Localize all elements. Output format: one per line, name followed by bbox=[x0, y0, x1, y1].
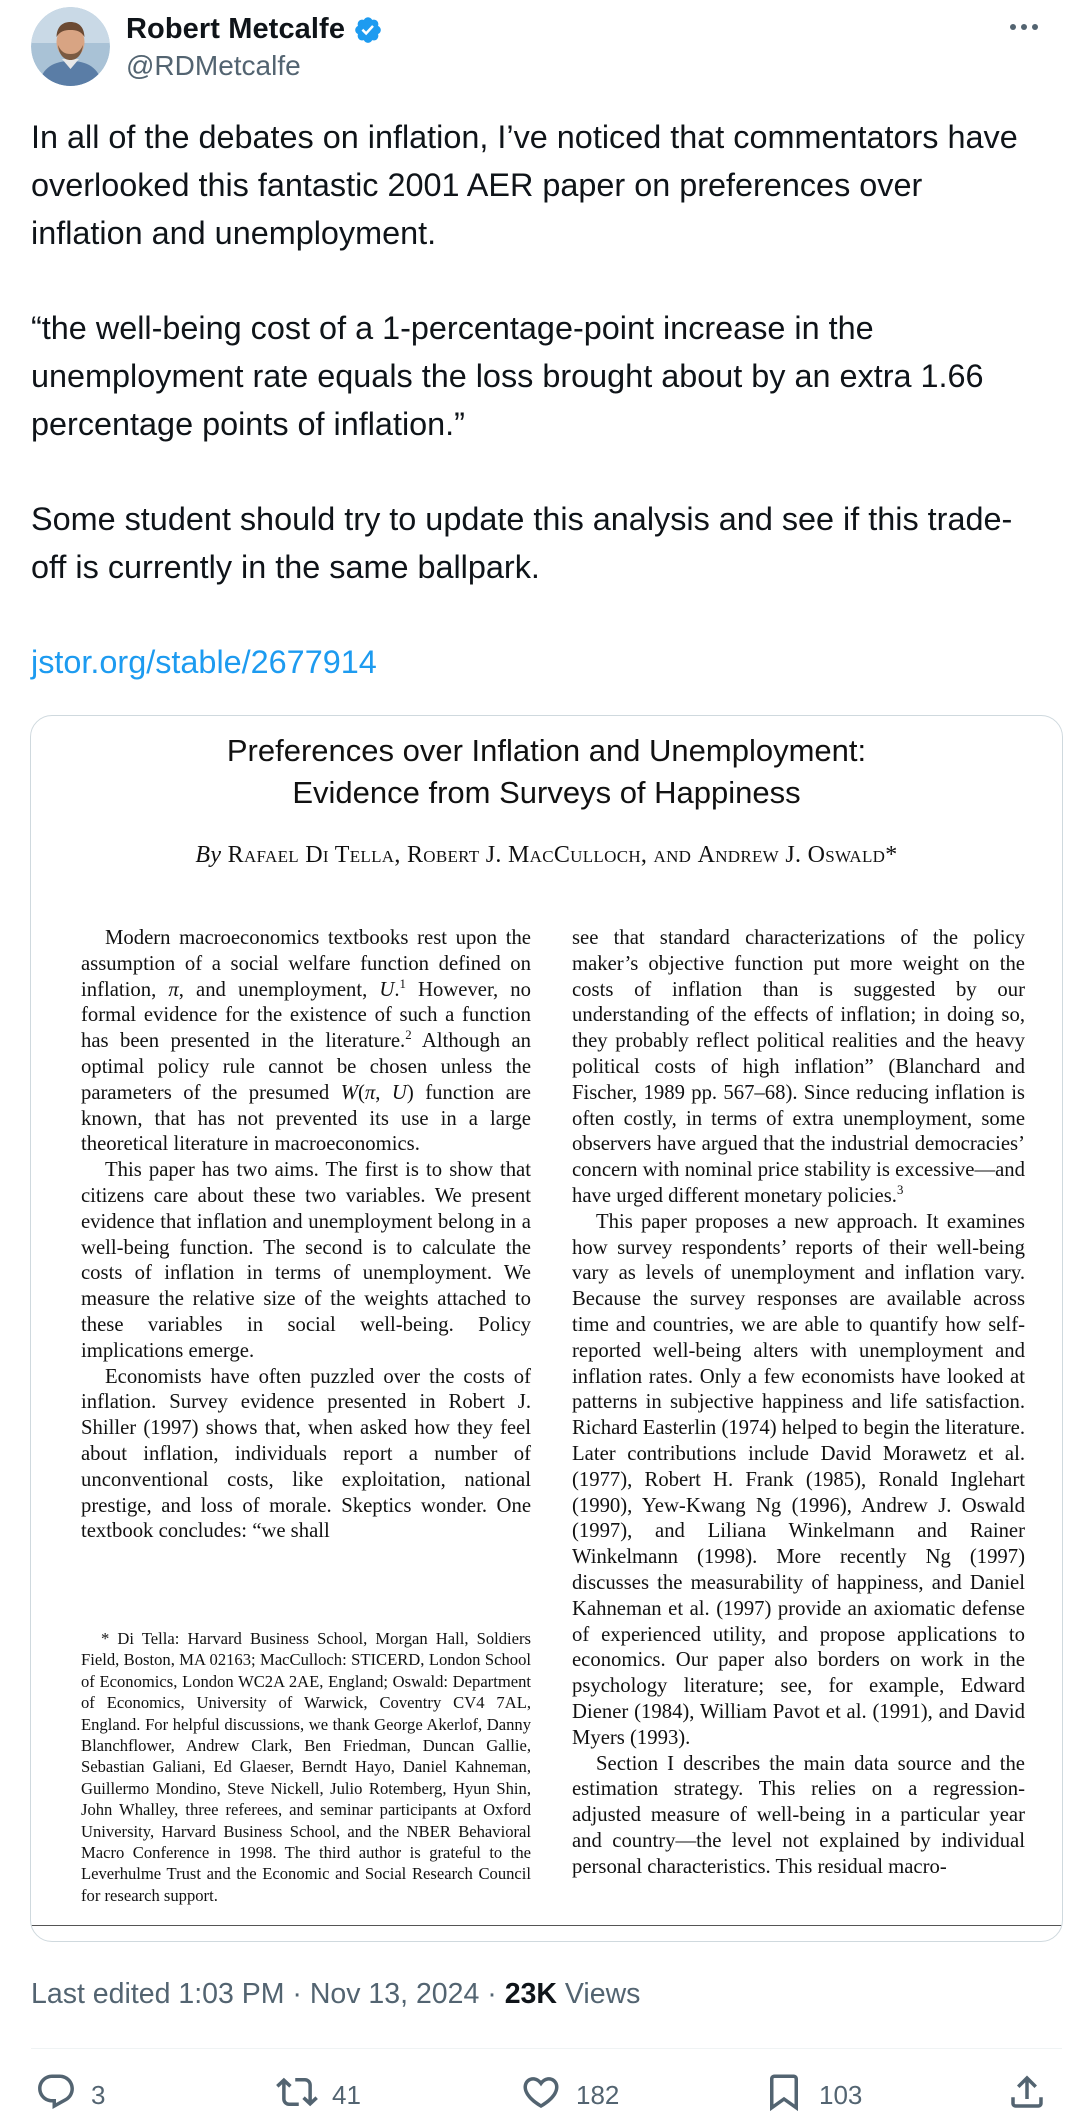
tweet-link[interactable]: jstor.org/stable/2677914 bbox=[31, 644, 377, 680]
divider bbox=[31, 2048, 1062, 2049]
paper-author: Rafael Di Tella, bbox=[227, 842, 401, 868]
paper-column-left: Modern macroeconomics textbooks rest upon the assumption of a social welfare function defined on inflation, π, and unemployment, U.$^1$ However, no formal evidence for the existence of such a function has been presented in the literature.$^2$ Although an optimal policy rule cannot be chosen unless the parameters of the presumed W(π, U) function are known, that has not prevented its use in a large theoretical literature in macroeconomics. This paper has two aims. The first is to show that citizens care about these two variables. We present evidence that inflation and unemployment belong in a well-being function. The second is to calculate the costs of inflation in terms of unemployment. We measure the relative size of the weights attached to these variables in social well-being. Policy implications emerge. Economists have often puzzled over the costs of inflation. Survey evidence presented in Robert J. Shiller (1997) shows that, when asked how they feel about inflation, individuals report a number of unconventional costs, like exploitation, national prestige, and loss of morale. Skeptics wonder. One textbook concludes: “we shall bbox=[81, 927, 531, 1543]
author-handle[interactable]: @RDMetcalfe bbox=[126, 50, 301, 81]
paper-title-line: Preferences over Inflation and Unemployment: bbox=[226, 733, 867, 768]
bookmark-icon bbox=[763, 2071, 805, 2120]
verified-badge-icon bbox=[353, 15, 383, 45]
author-display-name[interactable]: Robert Metcalfe bbox=[126, 12, 346, 45]
edited-timestamp[interactable]: Last edited 1:03 PM · Nov 13, 2024 · bbox=[31, 1978, 505, 2010]
like-count: 182 bbox=[576, 2079, 620, 2110]
tweet-paragraph: In all of the debates on inflation, I’ve noticed that commentators have overlooked this fantastic 2001 AER paper on preferences over inflation and unemployment. bbox=[31, 119, 1018, 251]
media-image[interactable] bbox=[30, 715, 1063, 1942]
paper-authors bbox=[31, 842, 1062, 869]
more-icon[interactable] bbox=[1004, 10, 1044, 44]
share-icon bbox=[1006, 2071, 1048, 2120]
views-label: Views bbox=[556, 1978, 641, 2010]
paper-column-right: see that standard characterizations of the policy maker’s objective function put more weight on the costs of inflation than is suggested by our understanding of the effects of inflation; in doing so, they probably reflect political realities and the heavy political costs of high inflation” (Blanchard and Fischer, 1989 pp. 567–68). Since reducing inflation is often costly, in terms of extra unemployment, some observers have argued that the industrial democracies’ concern with nominal price stability is excessive—and have urged different monetary policies.$^3$ This paper proposes a new approach. It examines how survey respondents’ reports of their well-being vary as levels of unemployment and inflation vary. Because the survey responses are available across time and countries, we are able to quantify how self-reported well-being alters with unemployment and inflation rates. Only a few economists have looked at patterns in subjective happiness and life satisfaction. Richard Easterlin (1974) helped to begin the literature. Later contributions include David Morawetz et al. (1977), Robert H. Frank (1985), Ronald Inglehart (1990), Yew-Kwang Ng (1996), Andrew J. Oswald (1997), and Liliana Winkelmann and Rainer Winkelmann (1998). More recently Ng (1997) discusses the measurability of happiness, and Daniel Kahneman et al. (1997) provide an axiomatic defense of experienced utility, and propose applications to economics. Our paper also borders on work in the psychology literature; see, for example, Edward Diener (1984), William Pavot et al. (1991), and David Myers (1993). Section I describes the main data source and the estimation strategy. This relies on a regression-adjusted measure of well-being in a particular year and country—the level not explained by individual personal characteristics. This residual macro- bbox=[572, 927, 1025, 1878]
avatar[interactable] bbox=[31, 7, 110, 86]
like-button[interactable] bbox=[520, 2070, 619, 2120]
tweet-paragraph: Some student should try to update this analysis and see if this trade-off is currently in the same ballpark. bbox=[31, 501, 1013, 585]
page-cut-line bbox=[31, 1925, 1062, 1926]
like-icon bbox=[520, 2071, 562, 2120]
tweet-link-paragraph bbox=[31, 638, 1041, 686]
paper-footnote: * Di Tella: Harvard Business School, Morgan Hall, Soldiers Field, Boston, MA 02163; MacCulloch: STICERD, London School of Economics, London WC2A 2AE, England; Oswald: Department of Economics, University of Warwick, Coventry CV4 7AL, England. For helpful discussions, we thank George Akerlof, Danny Blanchflower, Andrew Clark, Ben Friedman, Duncan Gallie, Sebastian Galiani, Ed Glaeser, Berndt Hayo, Daniel Kahneman, Guillermo Mondino, Steve Nickell, Julio Rotemberg, Hyun Shin, John Whalley, three referees, and seminar participants at Oxford University, Harvard Business School, and the NBER Behavioral Macro Conference in 1998. The third author is grateful to the Leverhulme Trust and the Economic and Social Research Council for research support. bbox=[81, 1629, 531, 1905]
bookmark-button[interactable] bbox=[763, 2070, 862, 2120]
paper-title-line: Evidence from Surveys of Happiness bbox=[292, 775, 801, 810]
paper-author: Andrew J. Oswald* bbox=[697, 842, 898, 868]
repost-count: 41 bbox=[332, 2079, 361, 2110]
paper-and: and bbox=[653, 842, 692, 868]
views-count[interactable]: 23K bbox=[504, 1978, 557, 2010]
tweet-meta bbox=[31, 1978, 640, 2011]
share-button[interactable] bbox=[1006, 2070, 1048, 2120]
bookmark-count: 103 bbox=[819, 2079, 863, 2110]
repost-button[interactable] bbox=[276, 2070, 361, 2120]
reply-button[interactable] bbox=[35, 2070, 105, 2120]
action-bar bbox=[0, 2070, 1066, 2120]
author-name-row[interactable] bbox=[126, 9, 383, 49]
paper-author: Robert J. MacCulloch, bbox=[406, 842, 648, 868]
repost-icon bbox=[276, 2071, 318, 2120]
reply-count: 3 bbox=[91, 2079, 106, 2110]
reply-icon bbox=[35, 2071, 77, 2120]
tweet-text bbox=[31, 113, 1041, 686]
tweet-paragraph: “the well-being cost of a 1-percentage-point increase in the unemployment rate equals the loss brought about by an extra 1.66 percentage points of inflation.” bbox=[31, 310, 984, 442]
paper-by: By bbox=[195, 842, 222, 868]
paper-title bbox=[31, 730, 1062, 814]
